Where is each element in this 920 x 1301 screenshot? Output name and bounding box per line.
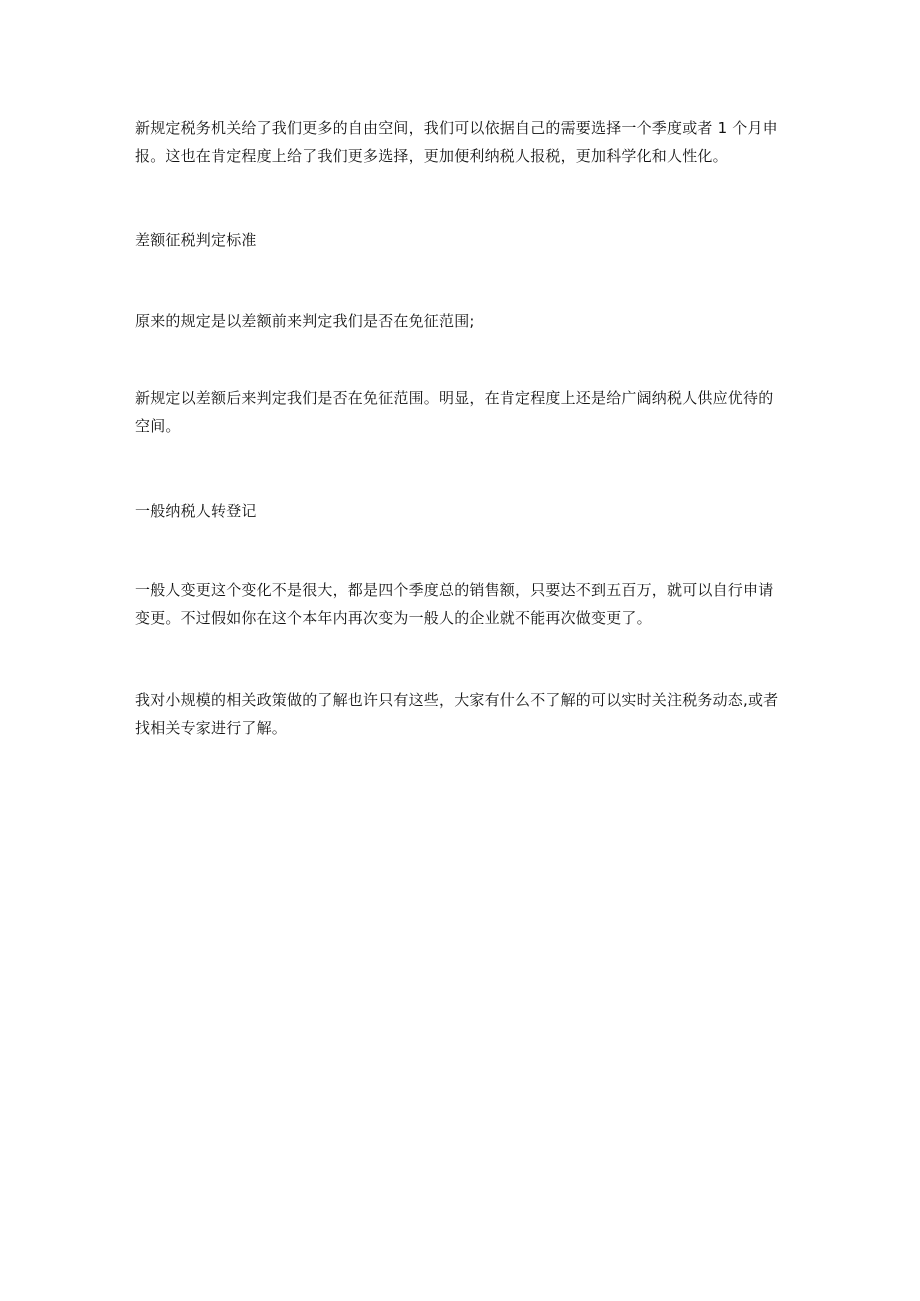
paragraph-conclusion: 我对小规模的相关政策做的了解也许只有这些，大家有什么不了解的可以实时关注税务动态,或者找相关专家进行了解。 <box>135 691 779 737</box>
paragraph-old-rule: 原来的规定是以差额前来判定我们是否在免征范围; <box>135 312 475 330</box>
heading-general-taxpayer-transfer: 一般纳税人转登记 <box>135 502 257 520</box>
heading-differential-tax-standard: 差额征税判定标准 <box>135 231 257 249</box>
paragraph-general-taxpayer-change: 一般人变更这个变化不是很大，都是四个季度总的销售额，只要达不到五百万，就可以自行申请变更。不过假如你在这个本年内再次变为一般人的企业就不能再次做变更了。 <box>135 581 774 627</box>
paragraph-new-rule: 新规定以差额后来判定我们是否在免征范围。明显，在肯定程度上还是给广阔纳税人供应优待的空间。 <box>135 389 774 435</box>
paragraph-filing-period: 新规定税务机关给了我们更多的自由空间，我们可以依据自己的需要选择一个季度或者 1 个月申报。这也在肯定程度上给了我们更多选择，更加便利纳税人报税，更加科学化和人性化。 <box>135 119 778 165</box>
